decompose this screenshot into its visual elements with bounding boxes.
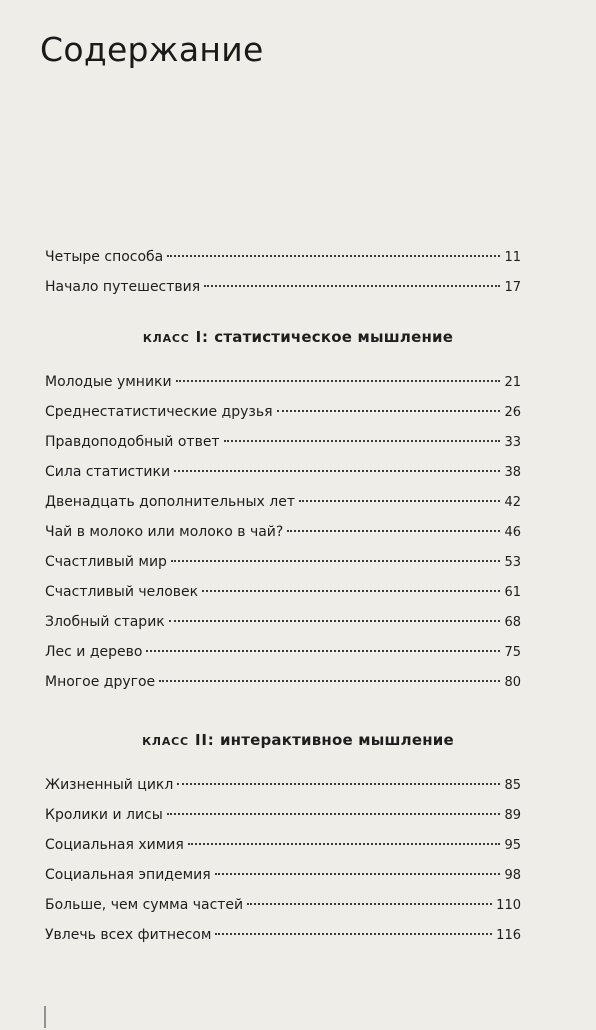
dot-leader xyxy=(215,873,501,875)
toc-entry[interactable] xyxy=(45,667,521,697)
dot-leader xyxy=(167,813,501,815)
toc-entry-title: Социальная химия xyxy=(45,837,184,853)
dot-leader xyxy=(202,590,500,592)
toc-entry[interactable] xyxy=(45,397,521,427)
dot-leader xyxy=(171,560,501,562)
dot-leader xyxy=(146,650,500,652)
toc-entry-title: Лес и дерево xyxy=(45,644,143,660)
toc-entry[interactable] xyxy=(45,547,521,577)
toc-entry[interactable] xyxy=(45,457,521,487)
toc-entry-page-number: 95 xyxy=(504,838,521,853)
toc-entry-page-number: 42 xyxy=(504,495,521,510)
toc-entry[interactable] xyxy=(45,427,521,457)
section-heading-1 xyxy=(0,328,596,346)
page-mark xyxy=(44,1006,46,1028)
dot-leader xyxy=(215,933,492,935)
toc-entry-page-number: 33 xyxy=(504,435,521,450)
toc-entry-page-number: 116 xyxy=(496,928,521,943)
toc-entry-title: Больше, чем сумма частей xyxy=(45,897,244,913)
toc-entry-page-number: 53 xyxy=(504,555,521,570)
toc-entry-title: Многое другое xyxy=(45,674,156,690)
toc-entry-title: Четыре способа xyxy=(45,249,164,265)
toc-intro-list xyxy=(45,242,521,302)
toc-entry-page-number: 11 xyxy=(504,250,521,265)
toc-entry-title: Счастливый человек xyxy=(45,584,199,600)
toc-entry-title: Увлечь всех фитнесом xyxy=(45,927,212,943)
page-title: Содержание xyxy=(40,30,264,69)
toc-entry-title: Кролики и лисы xyxy=(45,807,163,823)
dot-leader xyxy=(247,903,492,905)
toc-entry[interactable] xyxy=(45,800,521,830)
dot-leader xyxy=(159,680,500,682)
toc-entry-title: Молодые умники xyxy=(45,374,172,390)
toc-entry[interactable] xyxy=(45,890,521,920)
toc-entry[interactable] xyxy=(45,487,521,517)
toc-section-1-list xyxy=(45,367,521,697)
toc-entry-page-number: 46 xyxy=(504,525,521,540)
toc-entry-page-number: 110 xyxy=(496,898,521,913)
toc-entry-page-number: 17 xyxy=(504,280,521,295)
dot-leader xyxy=(176,380,501,382)
toc-entry[interactable] xyxy=(45,860,521,890)
dot-leader xyxy=(204,285,500,287)
section-name: интерактивное мышление xyxy=(219,731,454,749)
toc-entry-title: Двенадцать дополнительных лет xyxy=(45,494,295,510)
toc-entry[interactable] xyxy=(45,577,521,607)
toc-entry-title: Социальная эпидемия xyxy=(45,867,211,883)
toc-entry-title: Правдоподобный ответ xyxy=(45,434,220,450)
toc-entry-title: Сила статистики xyxy=(45,464,171,480)
toc-entry-page-number: 75 xyxy=(504,645,521,660)
toc-entry-title: Злобный старик xyxy=(45,614,165,630)
toc-entry[interactable] xyxy=(45,920,521,950)
toc-entry-title: Чай в молоко или молоко в чай? xyxy=(45,524,284,540)
section-class-label: класс II: xyxy=(142,731,215,749)
toc-entry[interactable] xyxy=(45,242,521,272)
dot-leader xyxy=(299,500,500,502)
toc-entry-page-number: 80 xyxy=(504,675,521,690)
dot-leader xyxy=(224,440,501,442)
section-class-label: класс I: xyxy=(142,328,209,346)
toc-entry-title: Жизненный цикл xyxy=(45,777,174,793)
toc-entry-page-number: 26 xyxy=(504,405,521,420)
toc-entry-page-number: 61 xyxy=(504,585,521,600)
toc-entry-page-number: 38 xyxy=(504,465,521,480)
toc-entry-title: Счастливый мир xyxy=(45,554,167,570)
dot-leader xyxy=(169,620,501,622)
dot-leader xyxy=(167,255,500,257)
toc-entry[interactable] xyxy=(45,517,521,547)
toc-entry[interactable] xyxy=(45,770,521,800)
toc-entry-page-number: 68 xyxy=(504,615,521,630)
toc-entry[interactable] xyxy=(45,367,521,397)
toc-entry-page-number: 21 xyxy=(504,375,521,390)
toc-entry[interactable] xyxy=(45,607,521,637)
dot-leader xyxy=(174,470,500,472)
toc-entry-page-number: 85 xyxy=(504,778,521,793)
section-name: статистическое мышление xyxy=(214,328,454,346)
dot-leader xyxy=(277,410,501,412)
toc-entry[interactable] xyxy=(45,272,521,302)
dot-leader xyxy=(177,783,500,785)
toc-entry-title: Начало путешествия xyxy=(45,279,201,295)
toc-entry-page-number: 98 xyxy=(504,868,521,883)
toc-entry-page-number: 89 xyxy=(504,808,521,823)
section-heading-2 xyxy=(0,731,596,749)
toc-entry[interactable] xyxy=(45,830,521,860)
toc-section-2-list xyxy=(45,770,521,950)
dot-leader xyxy=(287,530,500,532)
toc-entry-title: Среднестатистические друзья xyxy=(45,404,273,420)
dot-leader xyxy=(188,843,501,845)
toc-entry[interactable] xyxy=(45,637,521,667)
